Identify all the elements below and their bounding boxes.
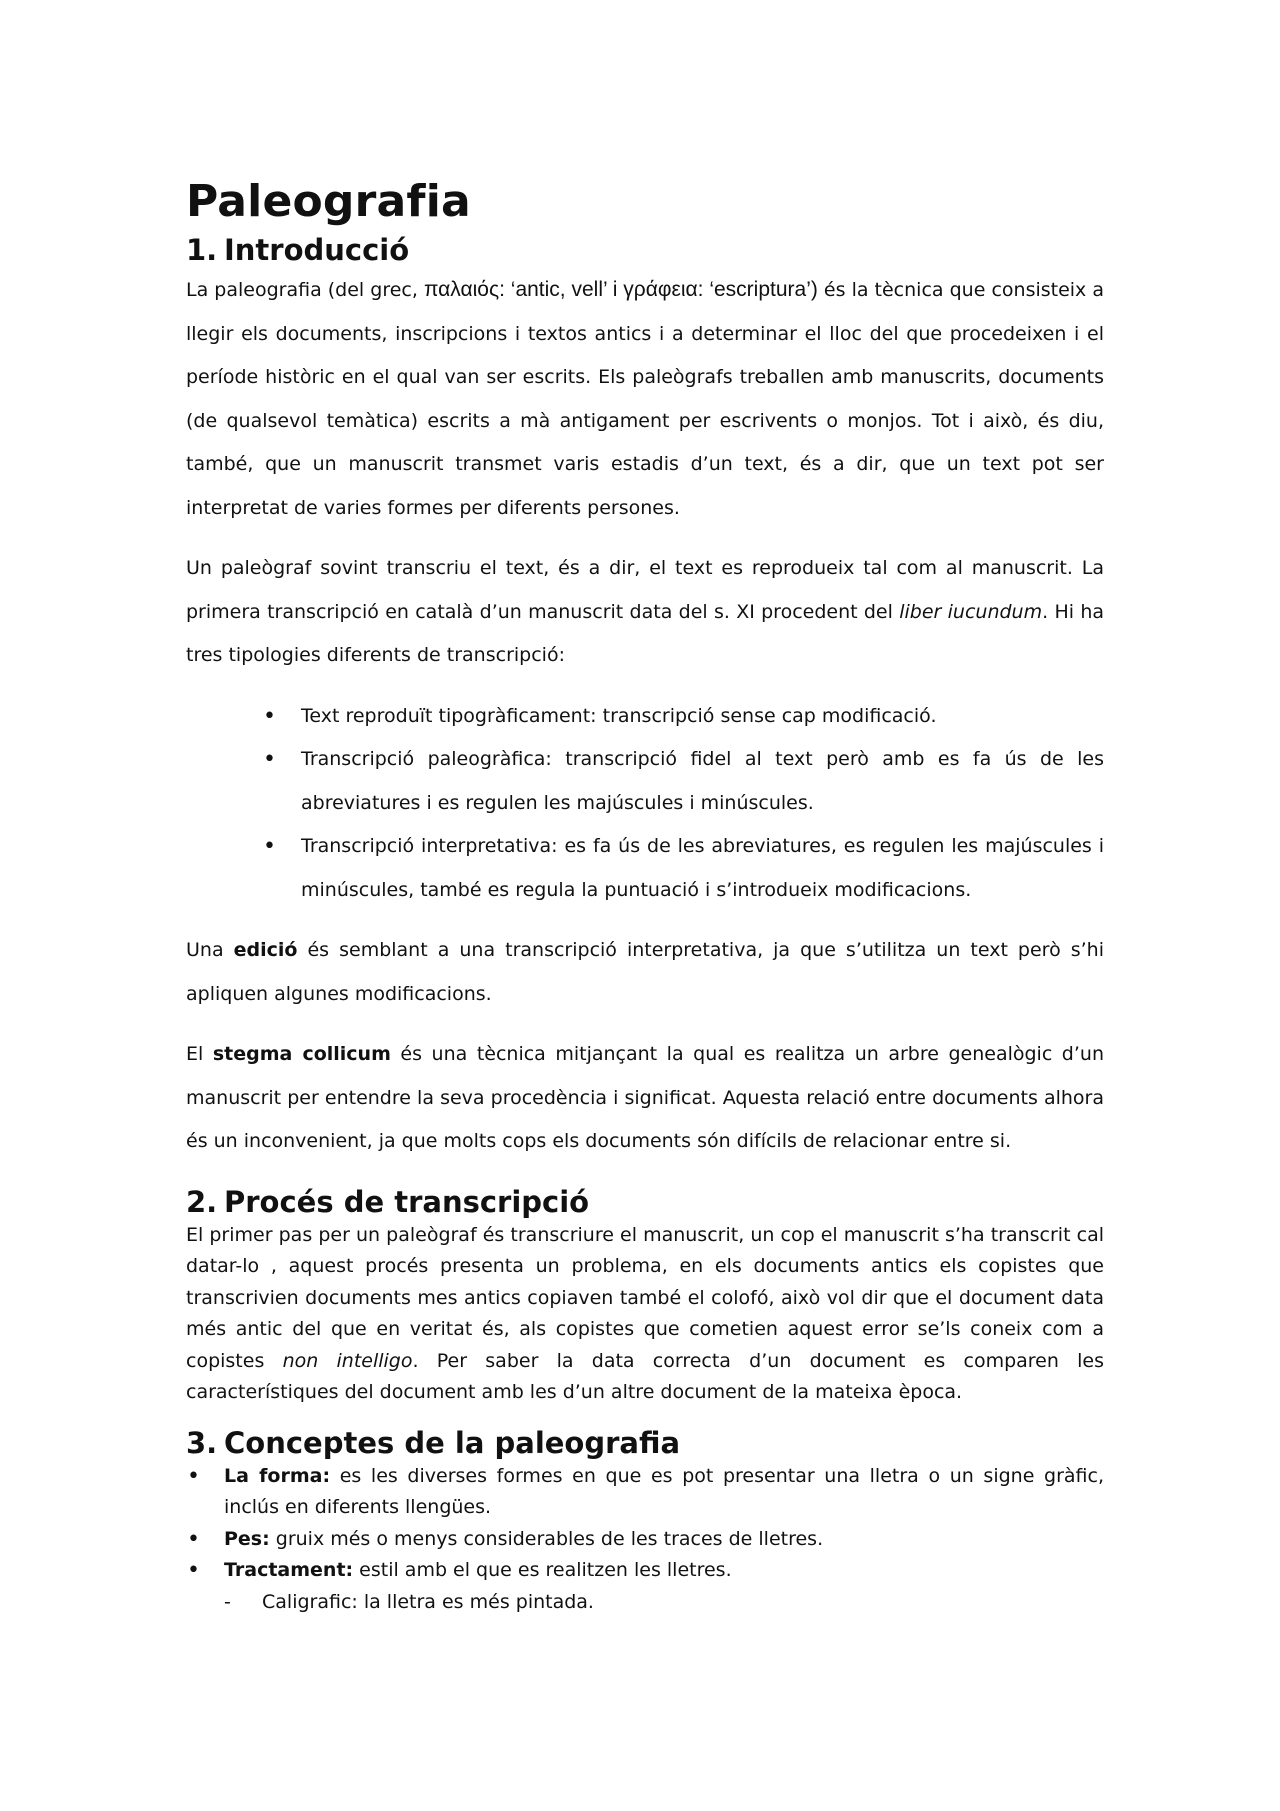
text-run: Un paleògraf sovint transcriu el text, és a dir, el text es reprodueix tal com al manuscrit. La primera transcripció en català d’un manuscrit data del s. XI procedent del bbox=[186, 557, 1104, 623]
section-number: 1. bbox=[186, 233, 218, 267]
section-heading-introduccio bbox=[186, 232, 1104, 268]
bold-term: Tractament: bbox=[224, 1559, 354, 1581]
transcripcio-paragraph bbox=[186, 1220, 1104, 1409]
text-run: es les diverses formes en que es pot presentar una lletra o un signe gràfic, inclús en diferents llengües. bbox=[224, 1464, 1105, 1518]
intro-paragraph-3 bbox=[186, 929, 1104, 1016]
text-run: . Hi ha tres tipologies diferents de transcripció: bbox=[186, 600, 1104, 666]
italic-term: liber iucundum bbox=[899, 600, 1043, 623]
section-title: Procés de transcripció bbox=[224, 1184, 590, 1219]
text-run: és semblant a una transcripció interpretativa, ja que s’utilitza un text però s’hi apliquen algunes modificacions. bbox=[186, 939, 1104, 1005]
concepts-list bbox=[186, 1461, 1104, 1587]
bold-term: edició bbox=[233, 939, 298, 961]
section-title: Conceptes de la paleografia bbox=[224, 1425, 681, 1460]
italic-term: non intelligo bbox=[282, 1349, 413, 1372]
list-item bbox=[224, 1555, 1104, 1587]
text-run: El bbox=[186, 1043, 213, 1065]
intro-paragraph-4 bbox=[186, 1033, 1104, 1164]
bold-term: Pes: bbox=[224, 1527, 270, 1550]
greek-etymology: παλαιός: ‘antic, vell’ i γράφεια: ‘escriptura’) bbox=[423, 278, 818, 301]
section-heading-proces-de-transcripcio bbox=[186, 1184, 1104, 1220]
text-run: és una tècnica mitjançant la qual es realitza un arbre genealògic d’un manuscrit per entendre la seva procedència i significat. Aquesta relació entre documents alhora és un inconvenient, ja que molts cops els documents són difícils de relacionar entre si. bbox=[186, 1043, 1104, 1152]
text-run: . Per saber la data correcta d’un document es comparen les característiques del document amb les d’un altre document de la mateixa època. bbox=[186, 1349, 1104, 1403]
document-title: Paleografia bbox=[186, 176, 471, 227]
text-run: La paleografia (del grec, bbox=[186, 279, 424, 301]
list-item: • Transcripció interpretativa: es fa ús de les abreviatures, es regulen les majúscules i minúscules, també es regula la puntuació i s’introdueix modificacions. bbox=[301, 825, 1104, 912]
text-run: estil amb el que es realitzen les lletres. bbox=[353, 1559, 732, 1581]
transcription-types-list bbox=[186, 695, 1104, 913]
text-run: Una bbox=[186, 939, 234, 961]
concepts-sublist bbox=[186, 1587, 1104, 1619]
intro-paragraph-2 bbox=[186, 547, 1104, 678]
document-page bbox=[186, 176, 1104, 1618]
bold-term: La forma: bbox=[224, 1464, 331, 1487]
section-number: 2. bbox=[186, 1184, 218, 1219]
list-item bbox=[224, 1461, 1104, 1524]
text-run: és la tècnica que consisteix a llegir els documents, inscripcions i textos antics i a determinar el lloc del que procedeixen i el període històric en el qual van ser escrits. Els paleògrafs treballen amb manuscrits, documents (de qualsevol temàtica) escrits a mà antigament per escrivents o monjos. Tot i això, és diu, també, que un manuscrit transmet varis estadis d’un text, és a dir, que un text pot ser interpretat de varies formes per diferents persones. bbox=[186, 279, 1105, 519]
list-item bbox=[224, 1524, 1104, 1556]
text-run: gruix més o menys considerables de les traces de lletres. bbox=[269, 1527, 824, 1550]
list-item: • Transcripció paleogràfica: transcripció fidel al text però amb es fa ús de les abreviatures i es regulen les majúscules i minúscules. bbox=[301, 738, 1104, 825]
section-title: Introducció bbox=[224, 233, 410, 267]
intro-paragraph-1 bbox=[186, 268, 1104, 530]
section-number: 3. bbox=[186, 1425, 218, 1460]
sublist-item: - Caligrafic: la lletra es més pintada. bbox=[262, 1587, 1104, 1619]
text-run: El primer pas per un paleògraf és transcriure el manuscrit, un cop el manuscrit s’ha transcrit cal datar-lo , aquest procés presenta un problema, en els documents antics els copistes que transcrivien documents mes antics copiaven també el colofó, això vol dir que el document data més antic del que en veritat és, als copistes que cometien aquest error se’ls coneix com a copistes bbox=[186, 1223, 1104, 1372]
list-item: • Text reproduït tipogràficament: transcripció sense cap modificació. bbox=[301, 695, 1104, 739]
section-heading-conceptes bbox=[186, 1425, 1104, 1461]
bold-term: stegma collicum bbox=[212, 1043, 391, 1065]
